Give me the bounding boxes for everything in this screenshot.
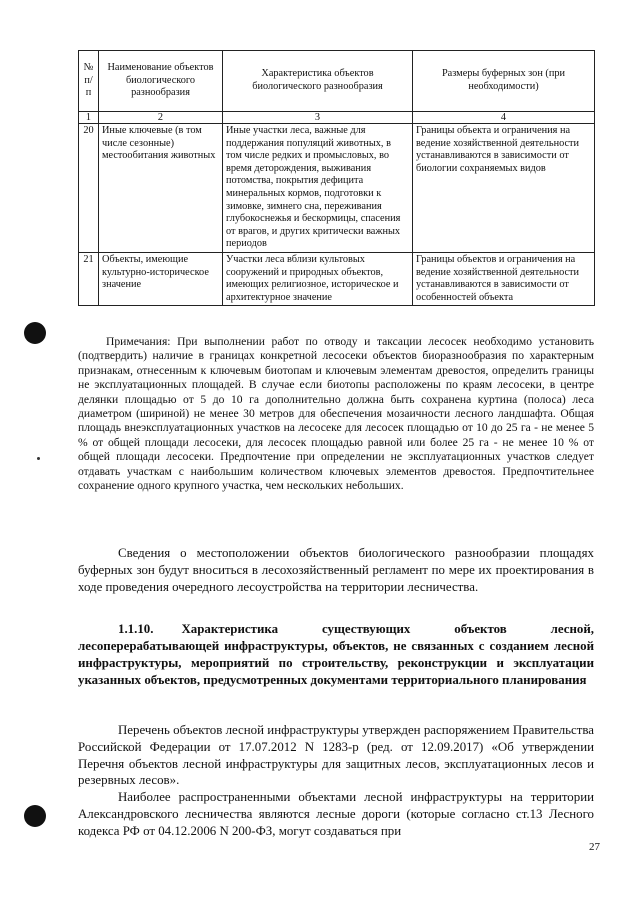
header-cell-characteristic: Характеристика объектов биологического разнообразия (223, 51, 413, 112)
table-note: Примечания: При выполнении работ по отводу и таксации лесосек необходимо установить (подтвердить) наличие в границах конкретной лесосеки объектов биоразнообразия по характерным признакам, отнесенным к ключевым биотопам и ключевым элементам древостоя, определить границы не эксплуатационных площадей. В случае если биотопы расположены по краям лесосеки, в центре делянки площадью от 5 до 10 га дополнительно должна быть сохранена куртина (полоса) леса диаметром (шириной) не менее 30 метров для обеспечения мозаичности лесного ландшафта. Общая площадь внеэксплуатационных участков на лесосеке для лесосек площадью от 10 до 25 га - не менее 5 % от общей площади лесосеки, для лесосек площадью равной или более 25 га - не менее 10 % от общей площади лесосеки. Предпочтение при определении не эксплуатационных участков следует отдавать участкам с наибольшим количеством ключевых элементов древостоя. Предпочтительнее сохранение одного крупного участка, чем нескольких небольших. (78, 335, 594, 493)
punch-hole-mark (24, 322, 46, 344)
object-name: Иные ключевые (в том числе сезонные) местообитания животных (99, 124, 223, 253)
column-number-row (79, 112, 595, 124)
punch-hole-mark (24, 805, 46, 827)
paragraph-common-objects: Наиболее распространенными объектами лесной инфраструктуры на территории Александровского лесничества являются лесные дороги (которые согласно ст.13 Лесного кодекса РФ от 04.12.2006 N 200-ФЗ, могут создаваться при (78, 790, 594, 838)
column-number: 1 (79, 112, 99, 124)
object-characteristic: Участки леса вблизи культовых сооружений и природных объектов, имеющих религиозное, историческое и архитектурное значение (223, 252, 413, 305)
section-title: Характеристика существующих объектов лесной, лесоперерабатывающей инфраструктуры, объектов, не связанных с созданием лесной инфраструктуры, мероприятий по строительству, реконструкции и эксплуатации указанных объектов, предусмотренных документами территориального планирования (78, 622, 594, 687)
column-number: 4 (413, 112, 595, 124)
biodiversity-objects-table (78, 50, 595, 306)
scan-speck (37, 457, 40, 460)
object-name: Объекты, имеющие культурно-историческое значение (99, 252, 223, 305)
header-cell-buffer: Размеры буферных зон (при необходимости) (413, 51, 595, 112)
column-number: 3 (223, 112, 413, 124)
section-heading (78, 621, 594, 689)
header-cell-number: № п/п (79, 51, 99, 112)
header-cell-name: Наименование объектов биологического разнообразия (99, 51, 223, 112)
row-number: 21 (79, 252, 99, 305)
buffer-zone: Границы объектов и ограничения на ведение хозяйственной деятельности устанавливаются в зависимости от особенностей объекта (413, 252, 595, 305)
paragraph-infrastructure-list: Перечень объектов лесной инфраструктуры утвержден распоряжением Правительства Российской Федерации от 17.07.2012 N 1283-р (ред. от 12.09.2017) «Об утверждении Перечня объектов лесной инфраструктуры для защитных лесов, эксплуатационных лесов и резервных лесов». (78, 723, 594, 788)
page-number: 27 (589, 841, 600, 853)
table-row (79, 124, 595, 253)
paragraph-location-info: Сведения о местоположении объектов биологического разнообразии площадях буферных зон будут вноситься в лесохозяйственный регламент по мере их проектирования в ходе проведения очередного лесоустройства на территории лесничества. (78, 546, 594, 594)
table-row (79, 252, 595, 305)
section-number: 1.1.10. (118, 622, 154, 636)
object-characteristic: Иные участки леса, важные для поддержания популяций животных, в том числе редких и промысловых, во время деторождения, выживания потомства, покрытия дефицита минеральных кормов, подготовки к зимовке, зимнего сна, переживания глубокоснежья и бескормицы, спасения от врагов, и других критически важных периодов (223, 124, 413, 253)
table-header-row (79, 51, 595, 112)
buffer-zone: Границы объекта и ограничения на ведение хозяйственной деятельности устанавливаются в зависимости от биологии сохраняемых видов (413, 124, 595, 253)
row-number: 20 (79, 124, 99, 253)
column-number: 2 (99, 112, 223, 124)
